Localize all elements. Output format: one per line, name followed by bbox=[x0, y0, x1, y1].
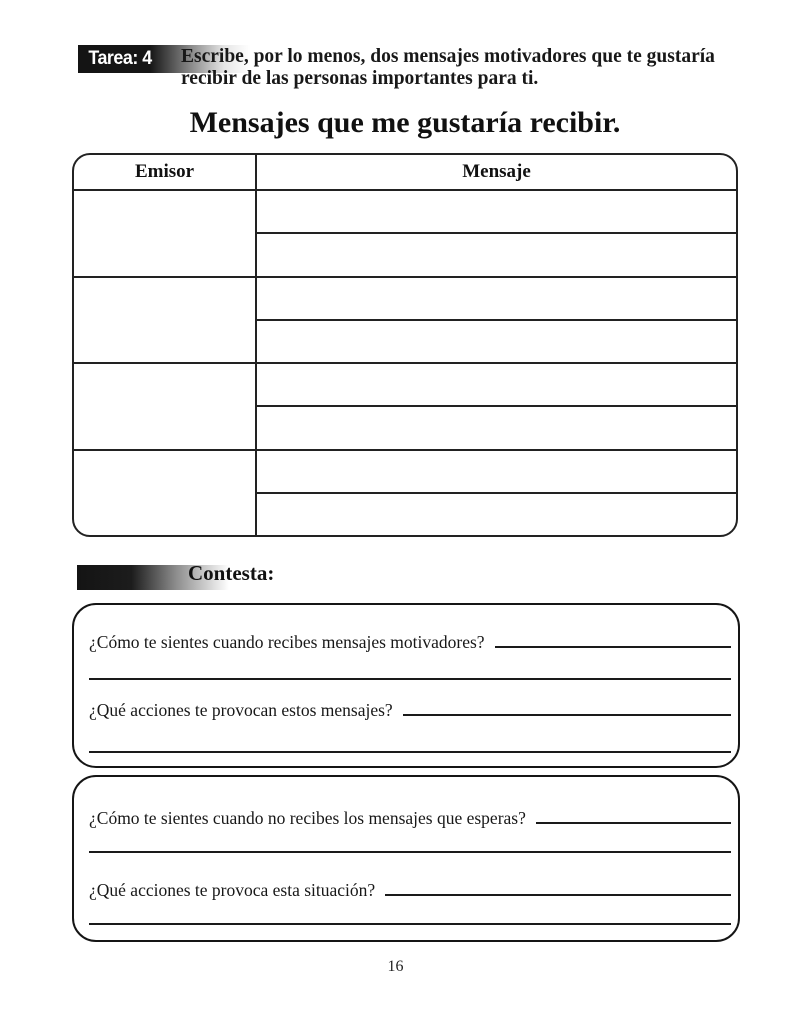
answer-line bbox=[385, 877, 731, 896]
answer-line bbox=[495, 629, 731, 648]
emisor-cell bbox=[74, 191, 257, 276]
table-row bbox=[74, 362, 736, 449]
mensaje-cell bbox=[257, 451, 736, 494]
mensaje-cell bbox=[257, 234, 736, 275]
page-number: 16 bbox=[387, 958, 404, 975]
answer-line bbox=[403, 697, 731, 716]
task-instruction bbox=[181, 46, 766, 90]
answer-line bbox=[89, 923, 731, 925]
answer-line bbox=[89, 678, 731, 680]
mensaje-column bbox=[257, 191, 736, 276]
answer-line bbox=[89, 851, 731, 853]
answer-line bbox=[536, 805, 731, 824]
table-row bbox=[74, 191, 736, 276]
question-text: ¿Cómo te sientes cuando no recibes los mensajes que esperas? bbox=[89, 808, 526, 828]
emisor-cell bbox=[74, 364, 257, 449]
mensaje-column bbox=[257, 451, 736, 536]
mensaje-cell bbox=[257, 407, 736, 448]
question-row bbox=[89, 805, 731, 829]
question-box-1 bbox=[72, 603, 740, 768]
mensaje-cell bbox=[257, 278, 736, 321]
question-text: ¿Qué acciones te provoca esta situación? bbox=[89, 880, 376, 900]
question-row bbox=[89, 629, 731, 653]
question-text: ¿Cómo te sientes cuando recibes mensajes motivadores? bbox=[89, 632, 485, 652]
task-number-label: Tarea: 4 bbox=[88, 48, 152, 69]
mensaje-cell bbox=[257, 321, 736, 362]
table-header-row bbox=[74, 155, 736, 191]
emisor-cell bbox=[74, 451, 257, 536]
messages-table bbox=[72, 153, 738, 537]
answer-line bbox=[89, 751, 731, 753]
column-header-emisor: Emisor bbox=[74, 155, 257, 189]
page-title: Mensajes que me gustaría recibir. bbox=[189, 106, 621, 139]
task-instruction-line-2: recibir de las personas importantes para ti. bbox=[181, 68, 539, 89]
table-row bbox=[74, 449, 736, 536]
mensaje-column bbox=[257, 278, 736, 363]
table-row bbox=[74, 276, 736, 363]
contesta-label: Contesta: bbox=[188, 561, 275, 585]
task-instruction-line-1: Escribe, por lo menos, dos mensajes motivadores que te gustaría bbox=[181, 46, 715, 67]
mensaje-column bbox=[257, 364, 736, 449]
question-row bbox=[89, 697, 731, 721]
emisor-cell bbox=[74, 278, 257, 363]
question-row bbox=[89, 877, 731, 901]
mensaje-cell bbox=[257, 494, 736, 535]
question-text: ¿Qué acciones te provocan estos mensajes? bbox=[89, 700, 393, 720]
mensaje-cell bbox=[257, 191, 736, 234]
mensaje-cell bbox=[257, 364, 736, 407]
question-box-2 bbox=[72, 775, 740, 942]
column-header-mensaje: Mensaje bbox=[462, 161, 531, 182]
